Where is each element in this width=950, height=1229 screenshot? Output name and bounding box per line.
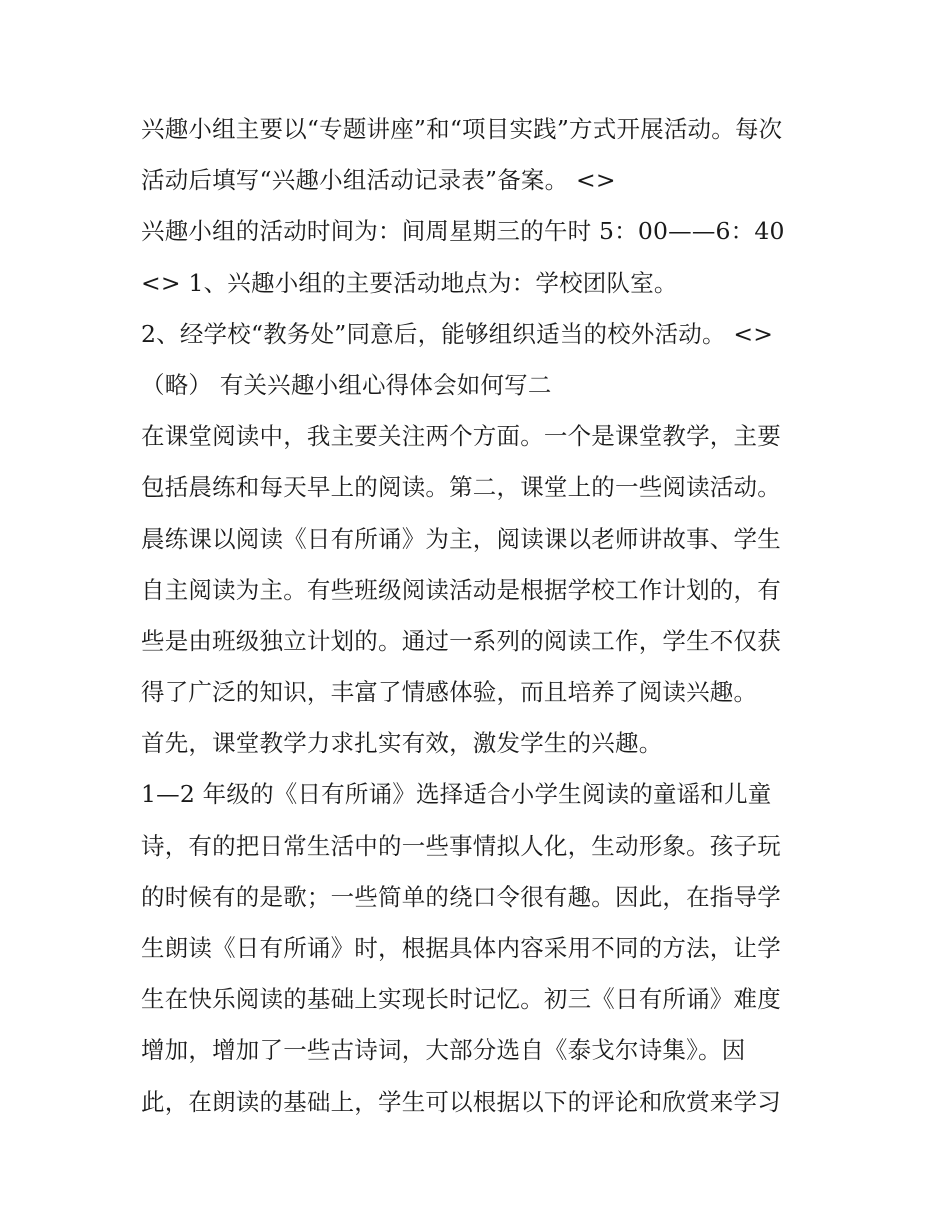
text-line: 兴趣小组主要以“专题讲座”和“项目实践”方式开展活动。每次 bbox=[141, 115, 783, 143]
text-line: 首先，课堂教学力求扎实有效，激发学生的兴趣。 bbox=[141, 729, 663, 758]
text-line: 2、经学校“教务处”同意后，能够组织适当的校外活动。 <> bbox=[141, 319, 774, 348]
text-line: 在课堂阅读中，我主要关注两个方面。一个是课堂教学，主要 bbox=[141, 422, 781, 451]
text-line: <> 1、兴趣小组的主要活动地点为：学校团队室。 bbox=[141, 268, 678, 297]
text-line: 1—2 年级的《日有所诵》选择适合小学生阅读的童谣和儿童 bbox=[141, 780, 772, 809]
section-heading: （略） 有关兴趣小组心得体会如何写二 bbox=[141, 370, 552, 399]
text-line: 生朗读《日有所诵》时，根据具体内容采用不同的方法，让学 bbox=[141, 934, 781, 962]
text-line: 此，在朗读的基础上，学生可以根据以下的评论和欣赏来学习 bbox=[141, 1087, 781, 1116]
text-line: 诗，有的把日常生活中的一些事情拟人化，生动形象。孩子玩 bbox=[141, 831, 781, 860]
text-line: 增加，增加了一些古诗词，大部分选自《泰戈尔诗集》。因 bbox=[141, 1036, 746, 1065]
text-line: 活动后填写“兴趣小组活动记录表”备案。 <> bbox=[141, 166, 616, 195]
text-line: 的时候有的是歌；一些简单的绕口令很有趣。因此，在指导学 bbox=[141, 882, 781, 911]
text-line: 得了广泛的知识，丰富了情感体验，而且培养了阅读兴趣。 bbox=[141, 678, 758, 707]
document-body bbox=[141, 104, 831, 1128]
text-line: 自主阅读为主。有些班级阅读活动是根据学校工作计划的，有 bbox=[141, 575, 781, 604]
text-line: 生在快乐阅读的基础上实现长时记忆。初三《日有所诵》难度 bbox=[141, 985, 781, 1014]
text-line: 些是由班级独立计划的。通过一系列的阅读工作，学生不仅获 bbox=[141, 626, 781, 655]
text-line: 包括晨练和每天早上的阅读。第二，课堂上的一些阅读活动。 bbox=[141, 473, 781, 502]
text-line: 晨练课以阅读《日有所诵》为主，阅读课以老师讲故事、学生 bbox=[141, 524, 781, 553]
text-line: 兴趣小组的活动时间为：间周星期三的午时 5：00——6：40 bbox=[141, 217, 785, 246]
